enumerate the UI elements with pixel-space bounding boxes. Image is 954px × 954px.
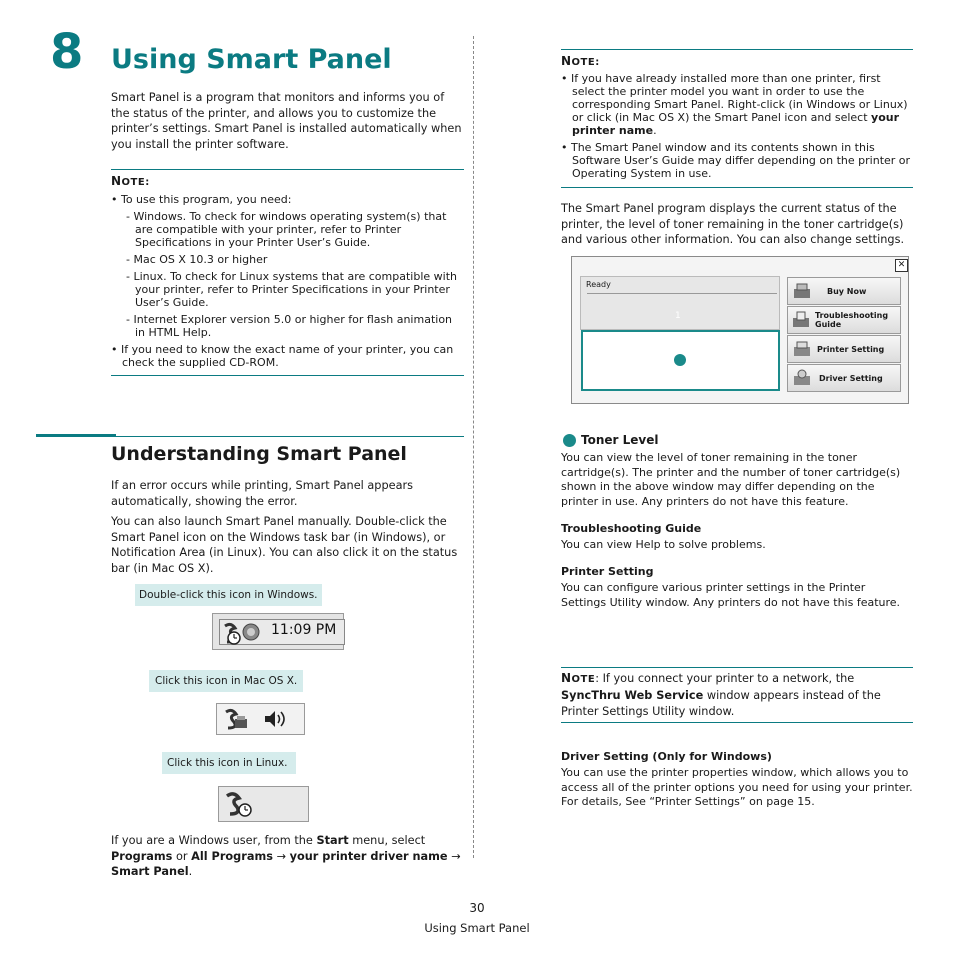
- callout-mac: Click this icon in Mac OS X.: [149, 670, 303, 692]
- section-rule: [116, 436, 464, 437]
- printer-setting-button[interactable]: Printer Setting: [787, 335, 901, 363]
- printer-icon: [791, 281, 813, 301]
- section-paragraph: You can also launch Smart Panel manually. Double-click the Smart Panel icon on the Windows task bar (in Windows), or Notification Area (in Linux). You can also click it on the status bar (in Mac OS X).: [111, 515, 458, 575]
- status-text: Ready: [586, 280, 611, 289]
- volume-icon: [263, 709, 287, 729]
- note1-bottom-rule: [111, 375, 464, 376]
- callout-windows: Double-click this icon in Windows.: [135, 584, 322, 606]
- toner-level-panel: [581, 330, 780, 391]
- printer-setting-icon: [791, 339, 813, 359]
- chapter-number: 8: [50, 24, 84, 80]
- footer-title: Using Smart Panel: [424, 921, 530, 935]
- note1-item: • To use this program, you need:: [111, 193, 292, 206]
- smart-panel-icon[interactable]: [223, 790, 257, 818]
- toner-marker: [674, 354, 686, 366]
- note1-item: • If you need to know the exact name of your printer, you can check the supplied CD-ROM.: [111, 343, 454, 369]
- note1-subitem: - Mac OS X 10.3 or higher: [126, 253, 268, 266]
- troubleshooting-guide-button[interactable]: Troubleshooting Guide: [787, 306, 901, 334]
- note3-top-rule: [561, 667, 913, 668]
- section-title: Understanding Smart Panel: [111, 443, 407, 465]
- section-accent-bar: [36, 434, 116, 437]
- note2-item: • The Smart Panel window and its contents shown in this Software User’s Guide may differ depending on the printer or Operating System in use.: [561, 141, 911, 180]
- note3-text: NOTE: If you connect your printer to a network, the SyncThru Web Service window appears instead of the Printer Settings Utility window.: [561, 671, 881, 718]
- note1-body: [111, 193, 463, 369]
- linux-panel: [218, 786, 309, 822]
- note1-top-rule: [111, 169, 464, 170]
- window-close-button[interactable]: ✕: [895, 259, 908, 272]
- column-divider: [473, 36, 474, 858]
- section-paragraph: If an error occurs while printing, Smart Panel appears automatically, showing the error.: [111, 479, 414, 508]
- buy-now-button[interactable]: Buy Now: [787, 277, 901, 305]
- note1-subitem: - Linux. To check for Linux systems that are compatible with your printer, refer to Printer Specifications in your Printer User’s Guide.: [126, 270, 457, 309]
- toner-text: You can view the level of toner remaining in the toner cartridge(s). The printer and the number of toner cartridge(s) shown in the above window may differ depending on the printer in use. Any printers do not have this feature.: [561, 451, 901, 509]
- page-number: 30: [469, 901, 485, 915]
- intro-paragraph: Smart Panel is a program that monitors and informs you of the status of the printer, and allows you to customize the printer’s settings. Smart Panel is installed automatically when you install the printer software.: [111, 91, 462, 151]
- note2-bottom-rule: [561, 187, 913, 188]
- guide-icon: [791, 310, 811, 330]
- windows-menu-path: If you are a Windows user, from the Start menu, select Programs or All Programs → your printer driver name → Smart Panel.: [111, 834, 461, 878]
- note2-label: NOTE:: [561, 54, 600, 68]
- smart-panel-icon[interactable]: [221, 620, 263, 646]
- callout-linux: Click this icon in Linux.: [162, 752, 296, 774]
- driver-setting-icon: [791, 368, 813, 388]
- status-separator: [587, 293, 777, 294]
- windows-tray: [212, 613, 344, 650]
- panel-description: The Smart Panel program displays the current status of the printer, the level of toner remaining in the toner cartridge(s) and various other information. You can also change settings.: [561, 202, 905, 246]
- note2-item: • If you have already installed more than one printer, first select the printer model you want in order to use the corresponding Smart Panel. Right-click (in Windows or Linux) or click (in Mac OS X) the Smart Panel icon and select your printer name.: [561, 72, 908, 137]
- toner-title: Toner Level: [581, 433, 659, 447]
- mac-status-bar: [216, 703, 305, 735]
- smart-panel-icon[interactable]: [223, 707, 251, 731]
- trouble-text: You can view Help to solve problems.: [561, 538, 766, 551]
- status-panel: [580, 276, 780, 330]
- printer-setting-text: You can configure various printer settings in the Printer Settings Utility window. Any printers do not have this feature.: [561, 581, 901, 609]
- driver-setting-button[interactable]: Driver Setting: [787, 364, 901, 392]
- note2-top-rule: [561, 49, 913, 50]
- printer-setting-title: Printer Setting: [561, 565, 654, 578]
- trouble-title: Troubleshooting Guide: [561, 522, 702, 535]
- note1-subitem: - Internet Explorer version 5.0 or higher for flash animation in HTML Help.: [126, 313, 453, 339]
- toner-bullet-icon: [563, 434, 576, 447]
- callout-marker: 1: [675, 311, 681, 321]
- note2-body: [561, 72, 912, 180]
- chapter-title: Using Smart Panel: [111, 44, 392, 75]
- note1-subitem: - Windows. To check for windows operating system(s) that are compatible with your printer, refer to Printer Specifications in your Printer User’s Guide.: [126, 210, 447, 249]
- tray-clock: 11:09 PM: [271, 622, 337, 638]
- note3-bottom-rule: [561, 722, 913, 723]
- driver-text: You can use the printer properties window, which allows you to access all of the printer options you need for using your printer. For details, See “Printer Settings” on page 15.: [561, 766, 913, 808]
- driver-title: Driver Setting (Only for Windows): [561, 750, 772, 763]
- note1-label: NOTE:: [111, 174, 150, 188]
